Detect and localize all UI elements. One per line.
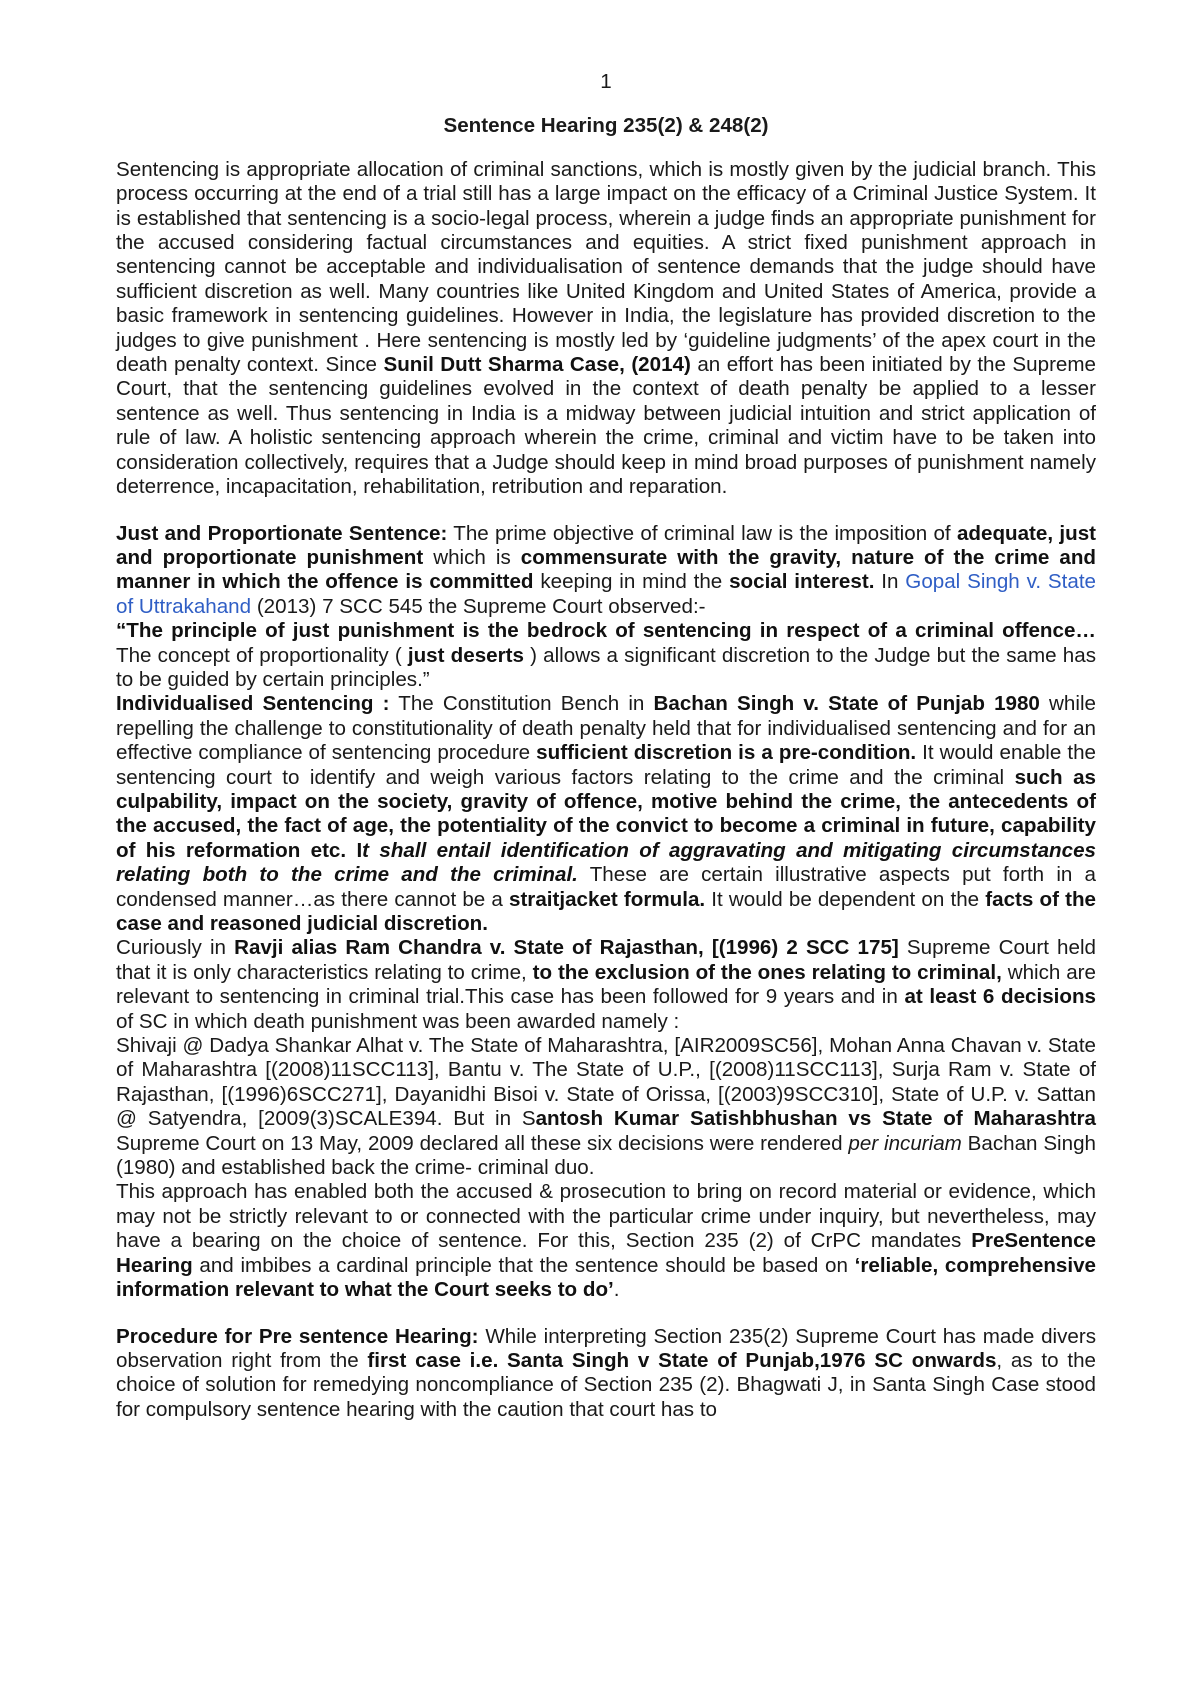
ravji-paragraph: Curiously in Ravji alias Ram Chandra v. State of Rajasthan, [(1996) 2 SCC 175] Supreme Court held that it is only characteristics relating to crime, to the exclusion of the ones relating to criminal, which are relevant to sentencing in criminal trial.This case has been followed for 9 years and in at least 6 decisions of SC in which death punishment was been awarded namely :	[116, 936, 1096, 1033]
document-title: Sentence Hearing 235(2) & 248(2)	[443, 114, 769, 138]
procedure-heading: Procedure for Pre sentence Hearing:	[116, 1324, 479, 1348]
procedure-paragraph: Procedure for Pre sentence Hearing: While interpreting Section 235(2) Supreme Court has made divers observation right from the first case i.e. Santa Singh v State of Punjab,1976 SC onwards, as to the choice of solution for remedying noncompliance of Section 235 (2). Bhagwati J, in Santa Singh Case stood for compulsory sentence hearing with the caution that court has to	[116, 1324, 1097, 1421]
page-number: 1	[600, 70, 612, 93]
gopal-singh-case-link[interactable]: Gopal Singh v. State of Uttrakahand	[116, 570, 1097, 618]
just-proportionate-paragraph: Just and Proportionate Sentence: The prime objective of criminal law is the imposition of adequate, just and proportionate punishment which is commensurate with the gravity, nature of the crime and manner in which the offence is committed keeping in mind the social interest. In Gopal Singh v. State of Uttrakahand (2013) 7 SCC 545 the Supreme Court observed:-	[116, 521, 1097, 618]
case-list-paragraph: Shivaji @ Dadya Shankar Alhat v. The State of Maharashtra, [AIR2009SC56], Mohan Anna Chavan v. State of Maharashtra [(2008)11SCC113], Bantu v. The State of U.P., [(2008)11SCC113], Surja Ram v. State of Rajasthan, [(1996)6SCC271], Dayanidhi Bisoi v. State of Orissa, [(2003)9SCC310], State of U.P. v. Sattan @ Satyendra, [2009(3)SCALE394. But in Santosh Kumar Satishbhushan vs State of Maharashtra Supreme Court on 13 May, 2009 declared all these six decisions were rendered per incuriam Bachan Singh (1980) and established back the crime- criminal duo.	[116, 1034, 1097, 1180]
just-proportionate-heading: Just and Proportionate Sentence:	[116, 521, 448, 545]
individualised-sentencing-heading: Individualised Sentencing :	[116, 692, 390, 716]
intro-paragraph: Sentencing is appropriate allocation of criminal sanctions, which is mostly given by the judicial branch. This process occurring at the end of a trial still has a large impact on the efficacy of a Criminal Justice System. It is established that sentencing is a socio-legal process, wherein a judge finds an appropriate punishment for the accused considering factual circumstances and equities. A strict fixed punishment approach in sentencing cannot be acceptable and individualisation of sentence demands that the judge should have sufficient discretion as well. Many countries like United Kingdom and United States of America, provide a basic framework in sentencing guidelines. However in India, the legislature has provided discretion to the judges to give punishment . Here sentencing is mostly led by ‘guideline judgments’ of the apex court in the death penalty context. Since Sunil Dutt Sharma Case, (2014) an effort has been initiated by the Supreme Court, that the sentencing guidelines evolved in the context of death penalty be applied to a lesser sentence as well. Thus sentencing in India is a midway between judicial intuition and strict application of rule of law. A holistic sentencing approach wherein the crime, criminal and victim have to be taken into consideration collectively, requires that a Judge should keep in mind broad purposes of punishment namely deterrence, incapacitation, rehabilitation, retribution and reparation.	[116, 157, 1096, 499]
individualised-sentencing-paragraph: Individualised Sentencing : The Constitution Bench in Bachan Singh v. State of Punjab 1980 while repelling the challenge to constitutionality of death penalty held that for individualised sentencing and for an effective compliance of sentencing procedure sufficient discretion is a pre-condition. It would enable the sentencing court to identify and weigh various factors relating to the crime and the criminal such as culpability, impact on the society, gravity of offence, motive behind the crime, the antecedents of the accused, the fact of age, the potentiality of the convict to become a criminal in future, capability of his reformation etc. It shall entail identification of aggravating and mitigating circumstances relating both to the crime and the criminal. These are certain illustrative aspects put forth in a condensed manner…as there cannot be a straitjacket formula. It would be dependent on the facts of the case and reasoned judicial discretion.	[116, 692, 1097, 935]
just-proportionate-quote: “The principle of just punishment is the bedrock of sentencing in respect of a criminal offence… The concept of proportionality ( just deserts ) allows a significant discretion to the Judge but the same has to be guided by certain principles.”	[116, 619, 1096, 691]
document-page	[116, 70, 1096, 1422]
approach-paragraph: This approach has enabled both the accused & prosecution to bring on record material or evidence, which may not be strictly relevant to or connected with the particular crime under inquiry, but nevertheless, may have a bearing on the choice of sentence. For this, Section 235 (2) of CrPC mandates PreSentence Hearing and imbibes a cardinal principle that the sentence should be based on ‘reliable, comprehensive information relevant to what the Court seeks to do’.	[116, 1180, 1096, 1302]
